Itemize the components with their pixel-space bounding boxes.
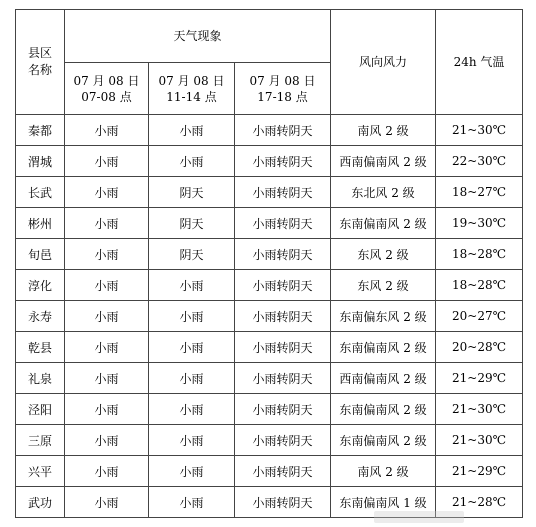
county-cell: 长武 (16, 177, 65, 208)
weather-cell: 小雨 (149, 363, 235, 394)
watermark-logo (374, 511, 464, 523)
table-row (16, 239, 523, 270)
weather-cell: 小雨 (65, 146, 149, 177)
period-header (65, 63, 149, 115)
temp-cell: 18~28℃ (436, 239, 523, 270)
temp-cell: 18~27℃ (436, 177, 523, 208)
wind-cell: 东风 2 级 (331, 239, 436, 270)
table-row (16, 394, 523, 425)
weather-cell: 小雨转阴天 (235, 146, 331, 177)
county-header (16, 10, 65, 115)
weather-cell: 小雨 (149, 425, 235, 456)
wind-cell: 东南偏南风 2 级 (331, 425, 436, 456)
period-time: 07-08 点 (81, 89, 132, 104)
wind-cell: 东南偏南风 2 级 (331, 394, 436, 425)
county-cell: 渭城 (16, 146, 65, 177)
weather-cell: 小雨转阴天 (235, 425, 331, 456)
weather-cell: 小雨 (65, 394, 149, 425)
period-header (149, 63, 235, 115)
wind-cell: 南风 2 级 (331, 115, 436, 146)
temp-cell: 18~28℃ (436, 270, 523, 301)
temp-cell: 21~29℃ (436, 363, 523, 394)
county-cell: 秦都 (16, 115, 65, 146)
weather-cell: 小雨转阴天 (235, 115, 331, 146)
weather-cell: 小雨 (149, 270, 235, 301)
table-row (16, 177, 523, 208)
weather-cell: 小雨 (149, 456, 235, 487)
temp-cell: 21~28℃ (436, 487, 523, 518)
weather-cell: 小雨转阴天 (235, 487, 331, 518)
county-cell: 彬州 (16, 208, 65, 239)
wind-header: 风向风力 (331, 10, 436, 115)
weather-cell: 小雨 (65, 363, 149, 394)
weather-cell: 阴天 (149, 208, 235, 239)
period-date: 07 月 08 日 (158, 73, 225, 88)
weather-cell: 小雨 (149, 115, 235, 146)
table-row (16, 208, 523, 239)
temp-cell: 20~27℃ (436, 301, 523, 332)
temp-cell: 21~30℃ (436, 115, 523, 146)
header-row-1 (16, 10, 523, 63)
table-row (16, 456, 523, 487)
weather-cell: 小雨转阴天 (235, 270, 331, 301)
county-cell: 礼泉 (16, 363, 65, 394)
temp-cell: 21~29℃ (436, 456, 523, 487)
table-row (16, 301, 523, 332)
weather-cell: 小雨转阴天 (235, 332, 331, 363)
table-row (16, 270, 523, 301)
wind-cell: 东北风 2 级 (331, 177, 436, 208)
wind-cell: 东南偏南风 1 级 (331, 487, 436, 518)
weather-cell: 小雨 (65, 270, 149, 301)
table-row (16, 363, 523, 394)
wind-cell: 东风 2 级 (331, 270, 436, 301)
county-cell: 淳化 (16, 270, 65, 301)
temp-header: 24h 气温 (436, 10, 523, 115)
wind-cell: 西南偏南风 2 级 (331, 363, 436, 394)
temp-cell: 20~28℃ (436, 332, 523, 363)
period-time: 11-14 点 (166, 89, 217, 104)
weather-cell: 小雨 (65, 115, 149, 146)
temp-cell: 19~30℃ (436, 208, 523, 239)
table-row (16, 332, 523, 363)
weather-cell: 小雨 (65, 208, 149, 239)
weather-cell: 小雨 (149, 332, 235, 363)
weather-cell: 小雨 (65, 456, 149, 487)
temp-cell: 21~30℃ (436, 425, 523, 456)
county-cell: 三原 (16, 425, 65, 456)
weather-cell: 小雨 (65, 177, 149, 208)
weather-cell: 小雨 (65, 425, 149, 456)
weather-cell: 阴天 (149, 177, 235, 208)
county-cell: 武功 (16, 487, 65, 518)
wind-cell: 东南偏东风 2 级 (331, 301, 436, 332)
county-cell: 永寿 (16, 301, 65, 332)
weather-cell: 小雨转阴天 (235, 456, 331, 487)
wind-cell: 东南偏南风 2 级 (331, 332, 436, 363)
temp-cell: 21~30℃ (436, 394, 523, 425)
period-header (235, 63, 331, 115)
weather-cell: 小雨转阴天 (235, 394, 331, 425)
county-cell: 旬邑 (16, 239, 65, 270)
weather-cell: 小雨 (149, 487, 235, 518)
weather-cell: 小雨转阴天 (235, 177, 331, 208)
weather-cell: 小雨转阴天 (235, 208, 331, 239)
weather-cell: 小雨转阴天 (235, 301, 331, 332)
weather-cell: 小雨 (65, 301, 149, 332)
weather-cell: 小雨转阴天 (235, 239, 331, 270)
period-time: 17-18 点 (257, 89, 308, 104)
weather-cell: 小雨 (65, 487, 149, 518)
weather-forecast-table (15, 9, 523, 518)
county-cell: 泾阳 (16, 394, 65, 425)
weather-cell: 小雨 (149, 146, 235, 177)
weather-cell: 小雨 (149, 394, 235, 425)
table-row (16, 146, 523, 177)
temp-cell: 22~30℃ (436, 146, 523, 177)
wind-cell: 东南偏南风 2 级 (331, 208, 436, 239)
weather-cell: 小雨 (149, 301, 235, 332)
period-date: 07 月 08 日 (249, 73, 316, 88)
weather-group-header: 天气现象 (65, 10, 331, 63)
weather-cell: 小雨 (65, 332, 149, 363)
county-header-label: 县区名称 (27, 46, 52, 77)
wind-cell: 南风 2 级 (331, 456, 436, 487)
weather-cell: 小雨转阴天 (235, 363, 331, 394)
period-date: 07 月 08 日 (73, 73, 140, 88)
county-cell: 兴平 (16, 456, 65, 487)
county-cell: 乾县 (16, 332, 65, 363)
wind-cell: 西南偏南风 2 级 (331, 146, 436, 177)
table-body (16, 115, 523, 518)
watermark (374, 510, 464, 523)
weather-cell: 阴天 (149, 239, 235, 270)
table-row (16, 115, 523, 146)
weather-cell: 小雨 (65, 239, 149, 270)
table-row (16, 425, 523, 456)
